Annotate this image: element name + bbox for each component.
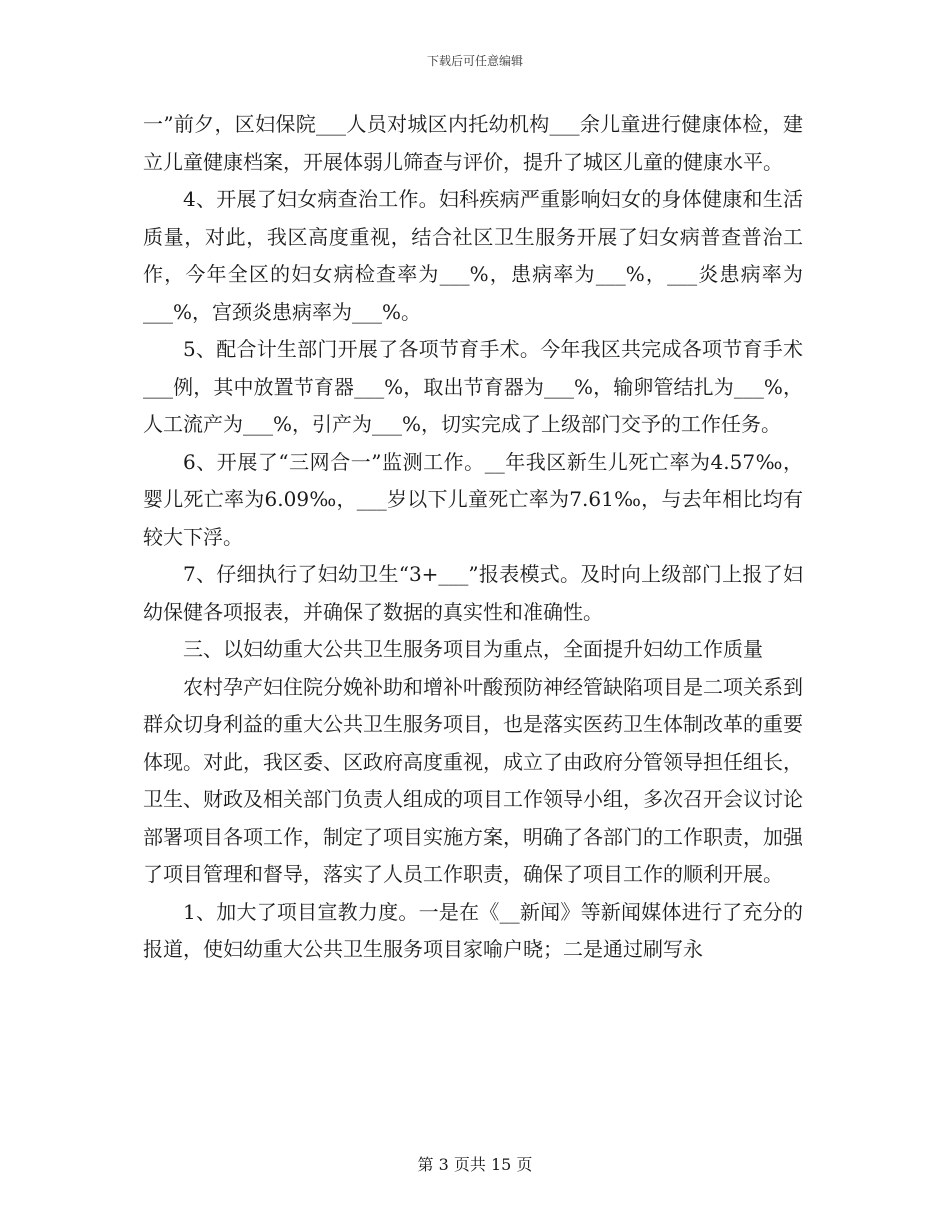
page-header-note: 下载后可任意编辑 <box>426 54 523 68</box>
paragraph: 1、加大了项目宣教力度。一是在《__新闻》等新闻媒体进行了充分的报道，使妇幼重大公共卫生服务项目家喻户晓；二是通过刷写永 <box>143 899 803 961</box>
paragraph: 农村孕产妇住院分娩补助和增补叶酸预防神经管缺陷项目是二项关系到群众切身利益的重大公共卫生服务项目，也是落实医药卫生体制改革的重要体现。对此，我区委、区政府高度重视，成立了由政府分管领导担任组长，卫生、财政及相关部门负责人组成的项目工作领导小组，多次召开会议讨论部署项目各项工作，制定了项目实施方案，明确了各部门的工作职责，加强了项目管理和督导，落实了人员工作职责，确保了项目工作的顺利开展。 <box>143 674 803 886</box>
paragraph: 6、开展了“三网合一”监测工作。__年我区新生儿死亡率为4.57‰，婴儿死亡率为6.09‰，___岁以下儿童死亡率为7.61‰，与去年相比均有较大下浮。 <box>143 449 803 549</box>
paragraph: 一”前夕，区妇保院___人员对城区内托幼机构___余儿童进行健康体检，建立儿童健康档案，开展体弱儿筛查与评价，提升了城区儿童的健康水平。 <box>143 112 803 174</box>
section-heading: 三、以妇幼重大公共卫生服务项目为重点，全面提升妇幼工作质量 <box>183 637 763 661</box>
document-body <box>143 106 803 969</box>
page-number: 第 3 页共 15 页 <box>417 1155 533 1174</box>
paragraph: 4、开展了妇女病查治工作。妇科疾病严重影响妇女的身体健康和生活质量，对此，我区高度重视，结合社区卫生服务开展了妇女病普查普治工作，今年全区的妇女病检查率为___%，患病率为___%，___炎患病率为___%，宫颈炎患病率为___%。 <box>143 187 803 324</box>
paragraph: 5、配合计生部门开展了各项节育手术。今年我区共完成各项节育手术___例，其中放置节育器___%，取出节育器为___%，输卵管结扎为___%，人工流产为___%，引产为___%，切实完成了上级部门交予的工作任务。 <box>143 337 803 436</box>
paragraph: 7、仔细执行了妇幼卫生“3+___”报表模式。及时向上级部门上报了妇幼保健各项报表，并确保了数据的真实性和准确性。 <box>143 562 803 624</box>
